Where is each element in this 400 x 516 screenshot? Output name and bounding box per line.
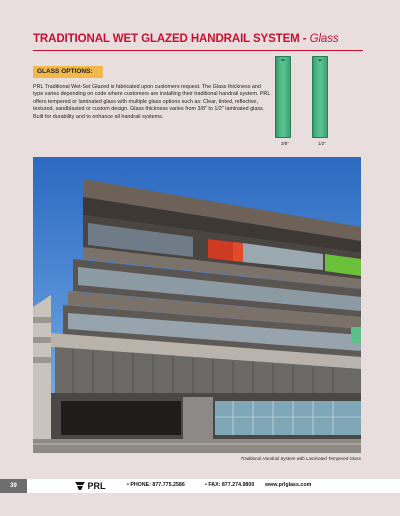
prl-logo-mark-icon (75, 482, 85, 490)
footer-bar (0, 479, 400, 493)
glass-sample-image (312, 56, 328, 138)
section-label: GLASS OPTIONS: (33, 66, 103, 78)
glass-sample-label: 3/8" (281, 141, 289, 146)
prl-logo (75, 481, 111, 491)
glass-sample-image (275, 56, 291, 138)
section-body: PRL Traditional Wet-Set Glazed is fabricated upon customers request. The Glass thickness and type varies depending on code where customers are installing their traditional handrail system. PRL offers tempered or laminated glass with multiple glass options such as: Clear, tinted, reflective, textured, sandblasted or custom design. Glass thickness varies from 3/8" to 1/2" laminated glass. Built for durability and to enhance all handrail systems. (33, 84, 271, 120)
page-title (33, 33, 363, 45)
footer-fax: • FAX: 877.274.9800 (205, 482, 255, 488)
building-photo (33, 157, 361, 453)
glass-sample-label: 1/2" (318, 141, 326, 146)
footer-phone: • PHONE: 877.775.2586 (127, 482, 185, 488)
title-main: TRADITIONAL WET GLAZED HANDRAIL SYSTEM (33, 33, 300, 45)
page-number: 39 (0, 479, 27, 493)
footer-web-link[interactable]: www.prlglass.com (265, 482, 312, 488)
logo-text: PRL (87, 481, 106, 491)
photo-caption: Traditional Handrail System with Laminated Tempered Glass (240, 456, 361, 461)
title-subtitle: Glass (309, 33, 339, 45)
title-rule (33, 50, 363, 51)
title-separator: - (299, 33, 310, 45)
